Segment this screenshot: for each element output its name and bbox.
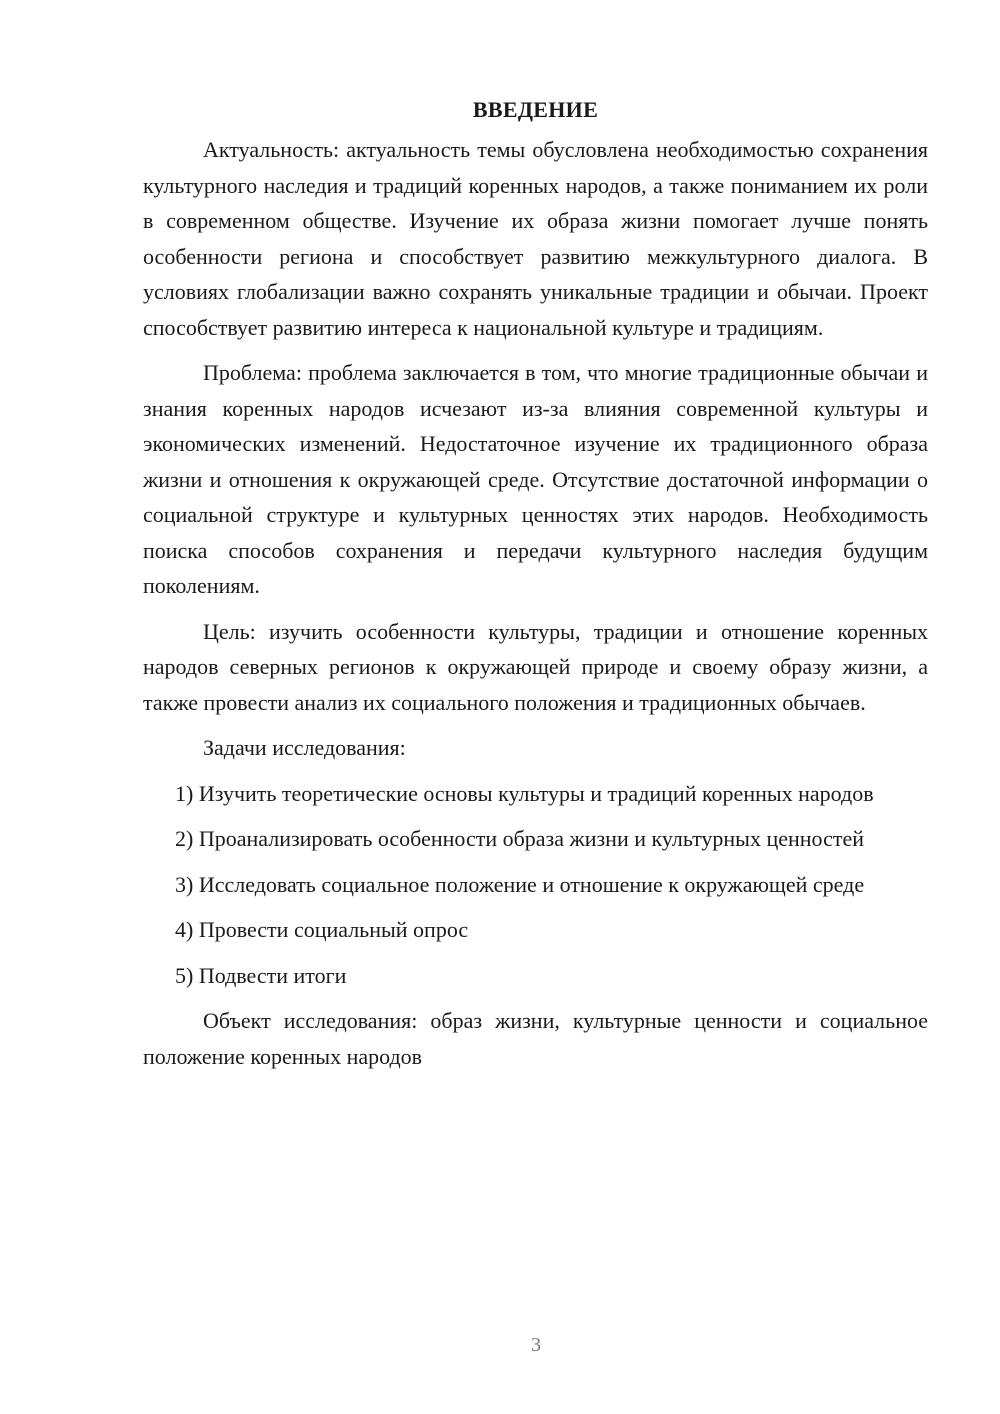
task-item: 4) Провести социальный опрос bbox=[175, 917, 469, 942]
task-item: 5) Подвести итоги bbox=[175, 962, 347, 988]
relevance-paragraph: Актуальность: актуальность темы обусловлена необходимостью сохранения культурного наследия и традиций коренных народов, а также пониманием их роли в современном обществе. Изучение их образа жизни помогает лучше понять особенности региона и способствует развитию межкультурного диалога. В условиях глобализации важно сохранять уникальные традиции и обычаи. Проект способствует развитию интереса к национальной культуре и традициям. bbox=[143, 137, 928, 340]
tasks-heading: Задачи исследования: bbox=[203, 735, 406, 760]
object-paragraph: Объект исследования: образ жизни, культурные ценности и социальное положение коренных народов bbox=[143, 1008, 928, 1069]
problem-paragraph: Проблема: проблема заключается в том, что многие традиционные обычаи и знания коренных народов исчезают из-за влияния современной культуры и экономических изменений. Недостаточное изучение их традиционного образа жизни и отношения к окружающей среде. Отсутствие достаточной информации о социальной структуре и культурных ценностях этих народов. Необходимость поиска способов сохранения и передачи культурного наследия будущим поколениям. bbox=[143, 360, 928, 598]
task-item: 3) Исследовать социальное положение и отношение к окружающей среде bbox=[175, 871, 865, 897]
page-title: ВВЕДЕНИЕ bbox=[472, 97, 599, 122]
tasks-list bbox=[143, 776, 928, 994]
page-number: 3 bbox=[531, 1334, 541, 1356]
document-page bbox=[143, 92, 928, 1084]
goal-paragraph: Цель: изучить особенности культуры, традиции и отношение коренных народов северных регионов к окружающей природе и своему образу жизни, а также провести анализ их социального положения и традиционных обычаев. bbox=[143, 618, 928, 715]
task-item: 2) Проанализировать особенности образа жизни и культурных ценностей bbox=[175, 826, 865, 851]
task-item: 1) Изучить теоретические основы культуры и традиций коренных народов bbox=[175, 780, 874, 806]
